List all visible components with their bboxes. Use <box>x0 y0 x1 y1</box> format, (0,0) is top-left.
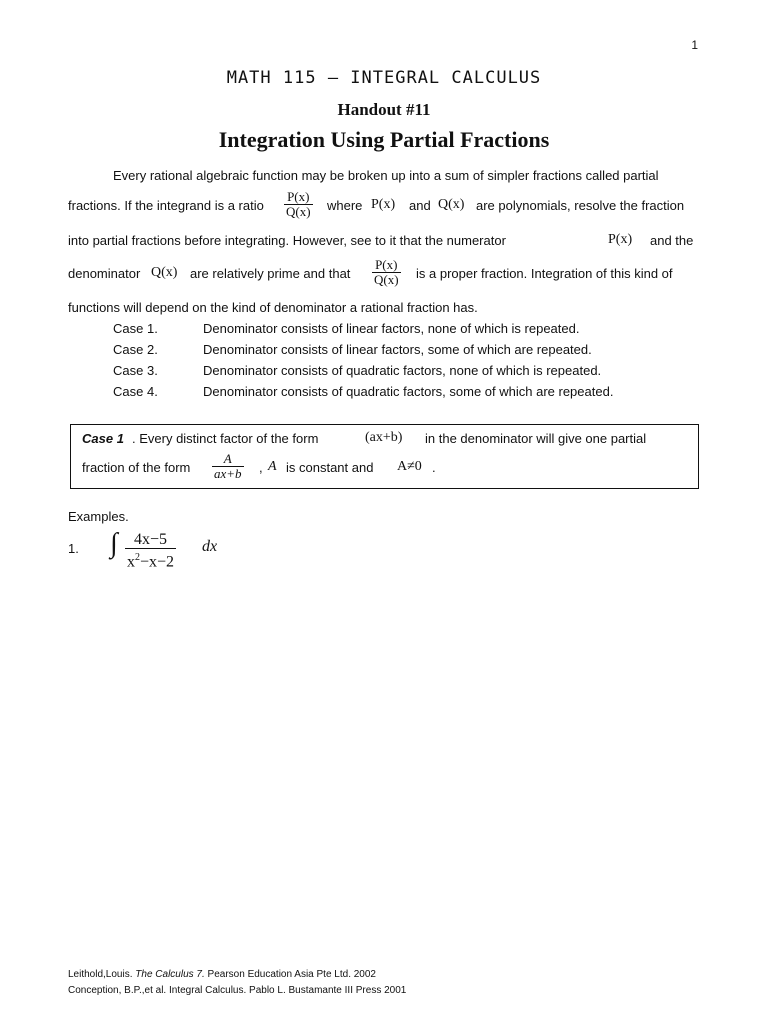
example-number: 1. <box>68 541 79 556</box>
reference-1: Leithold,Louis. The Calculus 7. Pearson Education Asia Pte Ltd. 2002 <box>68 969 376 980</box>
case-label: Case 1. <box>113 321 158 336</box>
frac-num: P(x) <box>375 257 398 272</box>
case-box-label: Case 1 <box>82 431 124 446</box>
case-box-line-2c: is constant and <box>286 460 374 475</box>
math-qx: Q(x) <box>151 265 178 280</box>
case-box-line-1a: . Every distinct factor of the form <box>132 431 319 446</box>
math-px: P(x) <box>371 197 396 212</box>
case-label: Case 3. <box>113 363 158 378</box>
fraction-p-over-q-2 <box>372 258 401 287</box>
handout-number: Handout #11 <box>337 100 431 119</box>
frac-num: P(x) <box>287 189 310 204</box>
intro-line-2b: where <box>327 198 363 213</box>
fraction-p-over-q-1 <box>284 190 313 219</box>
page-title: Integration Using Partial Fractions <box>218 127 550 152</box>
examples-label: Examples. <box>68 509 129 524</box>
frac-den: Q(x) <box>374 272 399 287</box>
intro-line-4b: are relatively prime and that <box>190 266 351 281</box>
case-text: Denominator consists of quadratic factors, some of which are repeated. <box>203 384 614 399</box>
intro-line-2a: fractions. If the integrand is a ratio <box>68 198 264 213</box>
intro-line-1: Every rational algebraic function may be broken up into a sum of simpler fractions called partial <box>113 168 659 183</box>
math-a-ne-0: A≠0 <box>397 459 422 474</box>
intro-line-5: functions will depend on the kind of denominator a rational fraction has. <box>68 300 478 315</box>
intro-line-4a: denominator <box>68 266 141 281</box>
math-a: A <box>268 459 277 474</box>
intro-line-4c: is a proper fraction. Integration of this kind of <box>416 266 673 281</box>
fraction-a-over-axb <box>212 452 244 481</box>
case-box-line-2a: fraction of the form <box>82 460 191 475</box>
example-1-fraction <box>125 531 176 570</box>
frac-den: Q(x) <box>286 204 311 219</box>
case-label: Case 4. <box>113 384 158 399</box>
case-text: Denominator consists of linear factors, none of which is repeated. <box>203 321 580 336</box>
case-box-period: . <box>432 460 436 475</box>
example-1-denominator: $x^2-x-2$ <box>125 548 176 570</box>
math-qx: Q(x) <box>438 197 465 212</box>
math-px: P(x) <box>608 232 633 247</box>
case-text: Denominator consists of linear factors, some of which are repeated. <box>203 342 592 357</box>
intro-line-2d: are polynomials, resolve the fraction <box>476 198 685 213</box>
intro-line-3b: and the <box>650 233 694 248</box>
page-number: 1 <box>691 38 698 52</box>
differential-dx: dx <box>202 538 218 555</box>
reference-2: Conception, B.P.,et al. Integral Calculus. Pablo L. Bustamante III Press 2001 <box>68 985 407 996</box>
example-1-numerator: 4x−5 <box>134 531 168 548</box>
case-text: Denominator consists of quadratic factors, none of which is repeated. <box>203 363 602 378</box>
frac-den: ax+b <box>214 466 242 481</box>
frac-num: A <box>223 451 232 466</box>
math-ax-plus-b: (ax+b) <box>365 430 403 445</box>
case-box-comma: , <box>259 460 263 475</box>
case-label: Case 2. <box>113 342 158 357</box>
integral-sign: ∫ <box>110 528 118 559</box>
course-title: MATH 115 – INTEGRAL CALCULUS <box>226 68 542 88</box>
intro-line-3a: into partial fractions before integrating. However, see to it that the numerator <box>68 233 506 248</box>
case-box-line-1b: in the denominator will give one partial <box>425 431 647 446</box>
intro-line-2c: and <box>409 198 431 213</box>
